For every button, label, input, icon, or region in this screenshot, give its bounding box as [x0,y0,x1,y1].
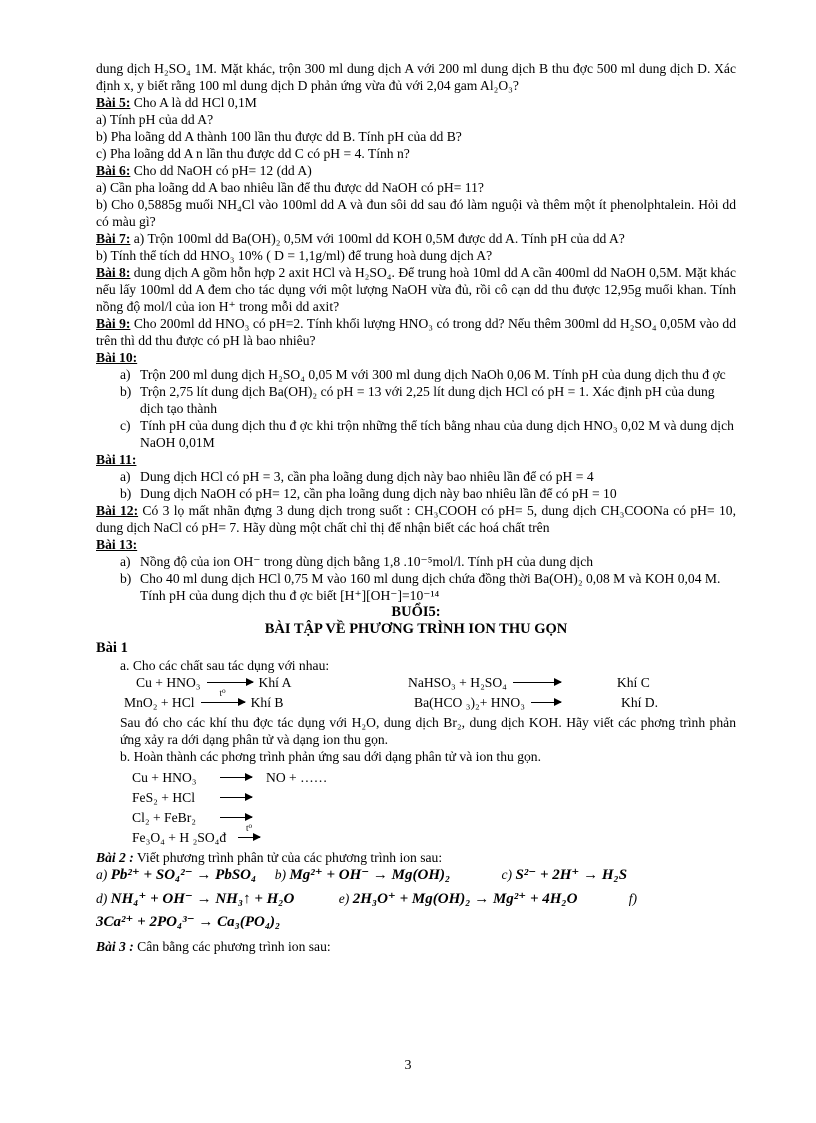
exercise-text: Có 3 lọ mất nhãn đựng 3 dung dịch trong suốt : CH₃COOH có pH= 5, dung dịch CH₃COONa có pH= 10, dung dịch NaCl có pH= 7. Hãy dùng một chất chỉ thị để nhận biết các hoá chất trên [96,503,736,535]
item-label: a) [120,554,131,569]
part-a-intro: a. Cho các chất sau tác dụng với nhau: [120,658,330,673]
section-exercise-3 [96,938,736,955]
exercise-9 [96,315,736,349]
item-text: Dung dịch HCl có pH = 3, cần pha loãng dung dịch này bao nhiêu lần để có pH = 4 [140,469,594,484]
exercise-title: Bài 8: [96,265,131,280]
product: Khí A [258,675,292,690]
product: Khí B [250,695,284,710]
item-label: b) [120,384,132,399]
item-label: d) [96,891,108,906]
reaction-row [132,822,736,847]
exercise-8 [96,264,736,315]
part-b-intro: b. Hoàn thành các phơng trình phản ứng sau dới dạng phân tử và ion thu gọn. [120,749,541,764]
item-text: Cho 40 ml dung dịch HCl 0,75 M vào 160 ml dung dịch chứa đồng thời Ba(OH)₂ 0,08 M và KOH 0,04 M. Tính pH của dung dịch thu đ ợc biết [H⁺][OH⁻]=10⁻¹⁴ [140,571,721,603]
item-label: f) [628,891,638,906]
reactants: Cl₂ + FeBr₂ [132,809,196,825]
exercise-title: Bài 5: [96,95,131,110]
ionic-equation: Pb²⁺ + SO₄²⁻ → PbSO₄ [110,867,257,883]
formula-row [96,890,736,914]
item-text: Trộn 200 ml dung dịch H₂SO₄ 0,05 M với 300 ml dung dịch NaOh 0,06 M. Tính pH của dung dịch thu đ ợc [140,367,726,382]
formula-row [96,914,736,938]
session-title: BUỔI5: [391,604,441,620]
section-heading: BÀI TẬP VỀ PHƯƠNG TRÌNH ION THU GỌN [264,621,568,637]
heat-label: t⁰ [219,688,226,698]
exercise-title: Bài 12: [96,503,139,518]
heat-label: t⁰ [245,822,253,833]
exercise-text: Cho dd NaOH có pH= 12 (dd A) [130,163,312,178]
exercise-11 [96,451,736,502]
list-item [96,417,736,451]
intro-paragraph: dung dịch H₂SO₄ 1M. Mặt khác, trộn 300 ml dung dịch A với 200 ml dung dịch B thu đợc 500 ml dung dịch D. Xác định x, y biết rằng 100 ml dung dịch D phản ứng vừa đủ với 2,04 gam Al₂O₃? [96,61,736,93]
exercise-text: Viết phương trình phân tử của các phương trình ion sau: [133,850,443,865]
item-text: Dung dịch NaOH có pH= 12, cần pha loãng dung dịch này bao nhiêu lần để có pH = 10 [140,486,617,501]
reaction-row [132,807,736,827]
exercise-title: Bài 6: [96,163,131,178]
reaction-row [408,674,650,691]
arrow-icon [201,688,245,703]
item-text: Tính pH của dung dịch thu đ ợc khi trộn những thể tích bằng nhau của dung dịch HNO₃ 0,02 M và dung dịch NaOH 0,01M [140,418,734,450]
ionic-equation: Mg²⁺ + OH⁻ → Mg(OH)₂ [289,867,451,883]
question-b: b) Tính thể tích dd HNO₃ 10% ( D = 1,1g/ml) để trung hoà dung dịch A? [96,248,493,263]
item-label: c) [501,867,513,882]
exercise-10 [96,349,736,451]
product: Khí C [616,675,650,690]
arrow-icon [220,797,252,798]
item-label: b) [120,486,132,501]
exercise-text: Cho 200ml dd HNO₃ có pH=2. Tính khối lượng HNO₃ có trong dd? Nếu thêm 300ml dd H₂SO₄ 0,05M vào dd trên thì dd thu được có pH là bao nhiêu? [96,316,737,348]
arrow-icon [531,702,561,703]
exercise-title: Bài 1 [96,640,128,656]
question-a: a) Tính pH của dd A? [96,112,214,127]
item-label: b) [120,571,132,586]
product: Khí D. [621,695,659,710]
exercise-text: Cho A là dd HCl 0,1M [130,95,257,110]
exercise-7 [96,230,736,264]
exercise-text: Cân bằng các phương trình ion sau: [133,939,331,954]
reaction-row [132,767,736,787]
list-item [96,553,736,570]
item-label: b) [274,867,287,882]
reaction-row [132,787,736,807]
reactants: Cu + HNO₃ [136,675,201,690]
exercise-5 [96,94,736,162]
page-number: 3 [404,1058,412,1073]
exercise-title: Bài 11: [96,452,137,467]
part-b-reactions [96,767,736,847]
reactants: MnO₂ + HCl [124,695,195,710]
exercise-title: Bài 9: [96,316,131,331]
reaction-row [414,694,658,711]
question-b: b) Cho 0,5885g muối NH₄Cl vào 100ml dd A và đun sôi dd sau đó làm nguội và thêm một ít phenolphtalein. Hỏi dd có màu gì? [96,197,736,229]
exercise-13 [96,536,736,604]
exercise-12 [96,502,736,536]
item-label: e) [338,891,350,906]
reaction-table [124,674,736,714]
item-text: Trộn 2,75 lít dung dịch Ba(OH)₂ có pH = 13 với 2,25 lít dung dịch HCl có pH = 1. Xác định pH của dung dịch tạo thành [140,384,715,416]
arrow-icon [207,682,253,683]
list-item [96,468,736,485]
ionic-equation: 3Ca²⁺ + 2PO₄³⁻ → Ca₃(PO₄)₂ [96,914,281,930]
exercise-title: Bài 13: [96,537,138,552]
exercise-6 [96,162,736,230]
arrow-icon [220,817,252,818]
item-label: a) [96,867,108,882]
exercise-text: dung dịch A gồm hỗn hợp 2 axit HCl và H₂SO₄. Để trung hoà 10ml dd A cần 400ml dd NaOH 0,5M. Mặt khác nếu lấy 100ml dd A đem cho tác dụng với một lượng NaOH vừa đủ, rồi cô cạn dd thu được 12,95g muối khan. Tính nồng độ mol/l của ion H⁺ trong mỗi dd axit? [96,265,736,314]
item-label: a) [120,469,131,484]
list-item [96,485,736,502]
item-label: a) [120,367,131,382]
arrow-icon [513,682,561,683]
exercise-title: Bài 10: [96,350,138,365]
section-exercise-2 [96,849,736,938]
question-a: a) Cần pha loãng dd A bao nhiêu lần để thu được dd NaOH có pH= 11? [96,180,484,195]
reactants: Fe₃O₄ + H ₂SO₄đ [132,829,227,845]
product: NO + …… [266,769,328,785]
reactants: FeS₂ + HCl [132,789,196,805]
item-label: c) [120,418,131,433]
ionic-equation: 2H₃O⁺ + Mg(OH)₂ → Mg²⁺ + 4H₂O [352,891,578,907]
reaction-row [124,688,284,711]
question-c: c) Pha loãng dd A n lần thu được dd C có pH = 4. Tính n? [96,146,410,161]
list-item [96,383,736,417]
exercise-title: Bài 2 : [96,850,134,865]
arrow-icon [220,777,252,778]
list-item [96,570,736,604]
ionic-equation: S²⁻ + 2H⁺ → H₂S [515,867,628,883]
question-b: b) Pha loãng dd A thành 100 lần thu được dd B. Tính pH của dd B? [96,129,462,144]
list-item [96,366,736,383]
formula-row [96,866,736,890]
exercise-title: Bài 7: [96,231,131,246]
reactants: NaHSO₃ + H₂SO₄ [408,675,507,690]
reactants: Cu + HNO₃ [132,769,197,785]
item-text: Nồng độ của ion OH⁻ trong dùng dịch bằng 1,8 .10⁻⁵mol/l. Tính pH của dung dịch [140,554,594,569]
question-a: a) Trộn 100ml dd Ba(OH)₂ 0,5M với 100ml dd KOH 0,5M được dd A. Tính pH của dd A? [130,231,625,246]
reactants: Ba(HCO ₃)₂+ HNO₃ [414,695,525,710]
section-exercise-1 [96,640,736,847]
ionic-equation: NH₄⁺ + OH⁻ → NH₃↑ + H₂O [110,891,295,907]
reaction-row [136,674,291,691]
part-a-after: Sau đó cho các khí thu đợc tác dụng với H₂O, dung dịch Br₂, dung dịch KOH. Hãy viết các phơng trình phản ứng xảy ra dới dạng phân tử và dạng ion thu gọn. [120,715,736,747]
document-page [96,60,736,955]
arrow-icon [238,822,260,838]
exercise-title: Bài 3 : [96,939,134,954]
